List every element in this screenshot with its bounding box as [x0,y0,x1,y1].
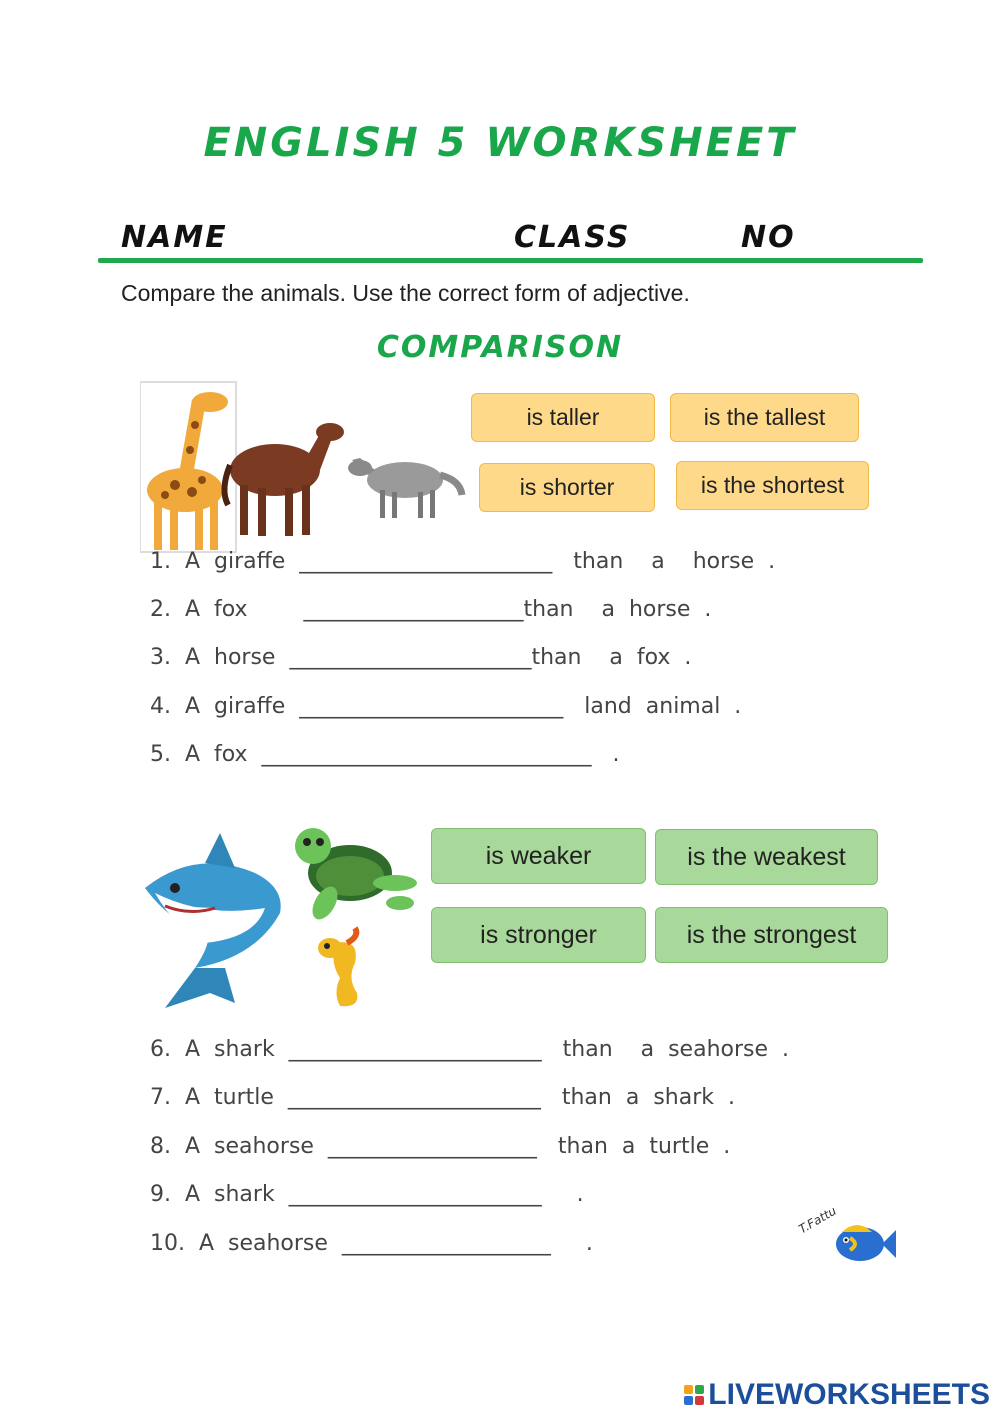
seahorse-icon [318,928,357,1006]
option-is-taller[interactable]: is taller [471,393,655,442]
instruction-text: Compare the animals. Use the correct form of adjective. [121,280,690,306]
sentence-2: 2. A fox ____________________than a horse . [150,597,712,622]
wolf-icon [348,458,462,518]
sentence-6: 6. A shark _______________________ than a seahorse . [150,1037,789,1062]
class-label: CLASS [514,220,631,255]
sentence-10: 10. A seahorse ___________________ . [150,1231,593,1256]
author-signature: T.Fattu [796,1203,839,1237]
option-is-the-tallest[interactable]: is the tallest [670,393,859,442]
sentence-8: 8. A seahorse ___________________ than a turtle . [150,1134,731,1159]
horse-icon [224,423,344,536]
sentence-5: 5. A fox ______________________________ . [150,742,620,767]
no-label: NO [741,220,796,255]
option-is-the-weakest[interactable]: is the weakest [655,829,878,885]
shark-icon [145,833,281,1008]
sentence-9: 9. A shark _______________________ . [150,1182,584,1207]
sentence-1: 1. A giraffe _______________________ than a horse . [150,549,776,574]
turtle-icon [295,828,417,924]
sea-animals-illustration [135,818,430,1018]
option-is-shorter[interactable]: is shorter [479,463,655,512]
brand-logo-icon [684,1385,704,1405]
option-is-weaker[interactable]: is weaker [431,828,646,884]
fish-icon [832,1218,898,1266]
sentence-7: 7. A turtle _______________________ than a shark . [150,1085,735,1110]
brand-name: LIVEWORKSHEETS [708,1378,990,1411]
name-label: NAME [121,220,228,255]
section-title: COMPARISON [376,330,624,365]
option-is-stronger[interactable]: is stronger [431,907,646,963]
sentence-4: 4. A giraffe ________________________ land animal . [150,694,742,719]
header-divider [98,258,923,263]
liveworksheets-brand[interactable] [684,1378,990,1412]
worksheet-title: ENGLISH 5 WORKSHEET [203,120,797,166]
option-is-the-strongest[interactable]: is the strongest [655,907,888,963]
sentence-3: 3. A horse ______________________than a fox . [150,645,692,670]
land-animals-illustration [140,380,470,560]
option-is-the-shortest[interactable]: is the shortest [676,461,869,510]
